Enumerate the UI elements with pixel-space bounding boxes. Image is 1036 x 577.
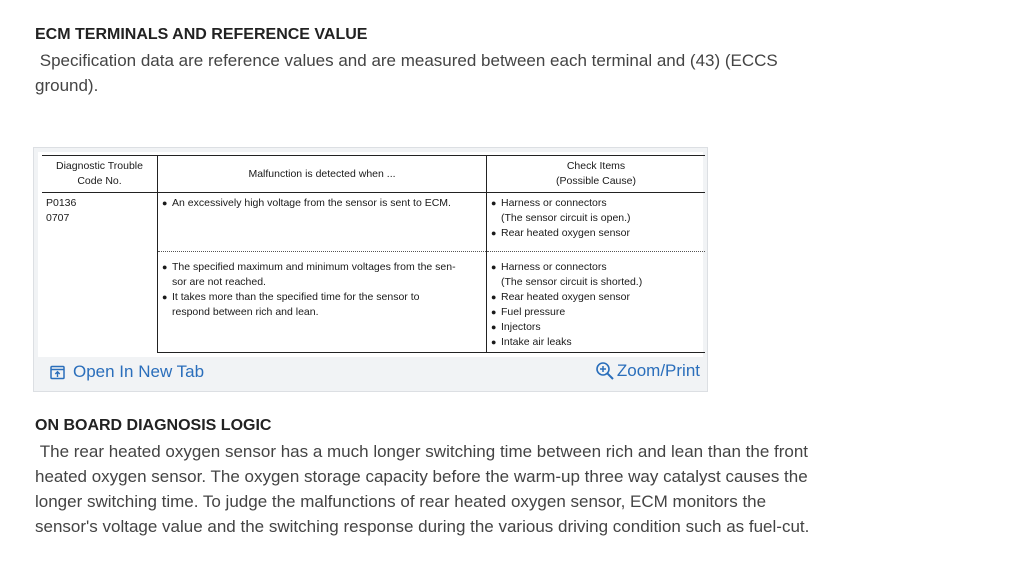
list-item: ● Rear heated oxygen sensor [491,290,701,305]
header-dtc-code: Diagnostic Trouble Code No. [42,156,158,193]
open-new-tab-icon [50,365,65,380]
list-item: ● Rear heated oxygen sensor [491,226,701,241]
list-item: ● Harness or connectors [491,196,701,211]
zoom-print-label: Zoom/Print [616,361,700,380]
dtc-table-image [38,152,703,357]
list-item: ● Intake air leaks [491,335,701,350]
list-item: ● It takes more than the specified time for the sensor to respond between rich and lean. [162,290,482,320]
list-item: ● Injectors [491,320,701,335]
malfunction-cell [158,252,487,353]
zoom-in-icon [595,361,615,381]
section-text-on-board-diagnosis: The rear heated oxygen sensor has a much longer switching time between rich and lean than the front heated oxygen sensor. The oxygen storage capacity before the warm-up three way catalyst causes the longer switching time. To judge the malfunctions of rear heated oxygen sensor, ECM monitors the sensor's voltage value and the switching response during the various driving condition such as fuel-cut. [35,442,810,536]
malfunction-cell [158,193,487,252]
dtc-code-cell [42,193,158,353]
list-item: ● The specified maximum and minimum voltages from the sen- sor are not reached. [162,260,482,290]
table-header-row [42,156,705,193]
dtc-code: 0707 [46,212,70,224]
list-item: ● An excessively high voltage from the sensor is sent to ECM. [162,196,482,211]
figure-toolbar [34,358,707,391]
check-items-cell [487,193,706,252]
dtc-code: P0136 [46,197,77,209]
section-text-ecm-terminals: Specification data are reference values and are measured between each terminal and (43) (ECCS ground). [35,51,778,95]
list-item-note: (The sensor circuit is shorted.) [501,276,643,288]
list-item-note: (The sensor circuit is open.) [501,212,631,224]
list-item: ● Fuel pressure [491,305,701,320]
open-in-new-tab-label: Open In New Tab [73,362,205,381]
section-title-on-board-diagnosis: ON BOARD DIAGNOSIS LOGIC [35,417,272,434]
header-check-items: Check Items (Possible Cause) [487,156,706,193]
list-item: ● Harness or connectors [491,260,701,275]
figure-container [33,147,708,392]
section-title-ecm-terminals: ECM TERMINALS AND REFERENCE VALUE [35,26,368,43]
dtc-table [42,155,705,353]
open-in-new-tab-link[interactable] [50,362,204,382]
header-malfunction: Malfunction is detected when ... [158,156,487,193]
check-items-cell [487,252,706,353]
table-row [42,193,705,252]
zoom-print-link[interactable] [595,361,700,381]
